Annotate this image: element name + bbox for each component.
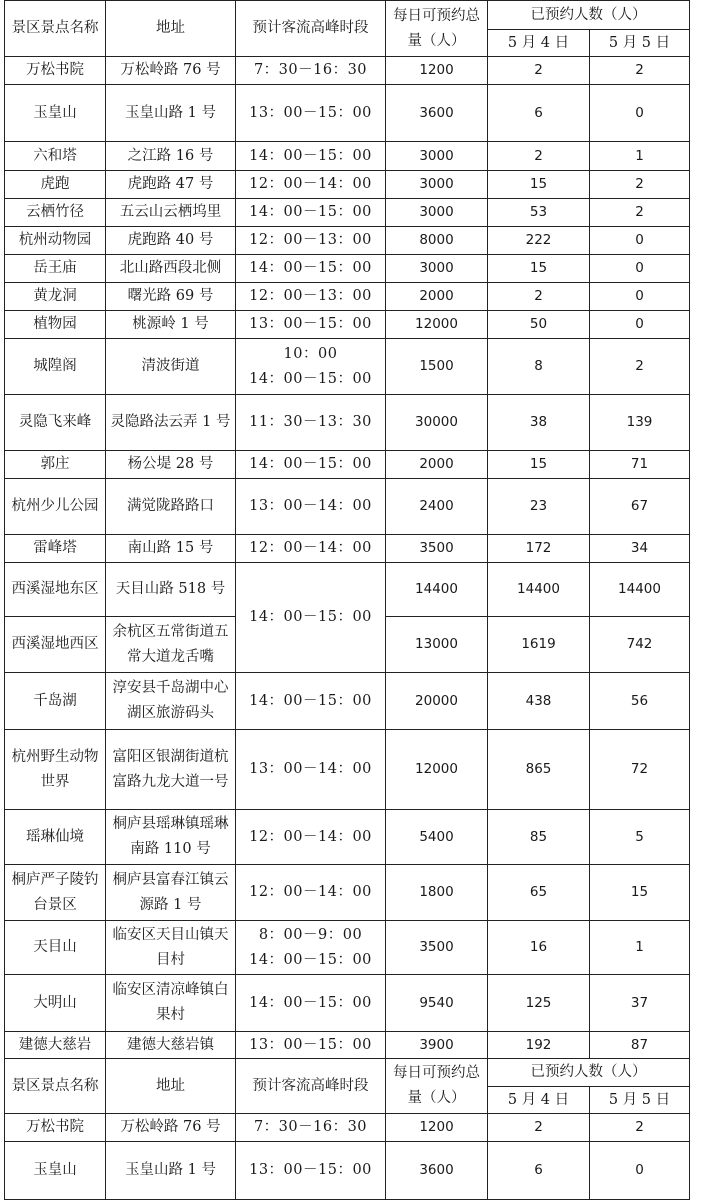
cell-name: 六和塔 bbox=[5, 142, 106, 171]
cell-peak: 14：00－15：00 bbox=[236, 975, 386, 1032]
cell-address: 满觉陇路路口 bbox=[106, 479, 236, 535]
cell-capacity: 2000 bbox=[386, 451, 488, 479]
cell-may4: 438 bbox=[488, 673, 590, 730]
cell-capacity: 3500 bbox=[386, 535, 488, 563]
cell-name: 云栖竹径 bbox=[5, 199, 106, 227]
cell-peak: 14：00－15：00 bbox=[236, 142, 386, 171]
cell-name: 西溪湿地东区 bbox=[5, 563, 106, 617]
cell-capacity: 3600 bbox=[386, 85, 488, 142]
cell-may4: 2 bbox=[488, 283, 590, 311]
cell-may5: 2 bbox=[590, 339, 690, 395]
header-may5: 5 月 5 日 bbox=[590, 1087, 690, 1114]
cell-address: 之江路 16 号 bbox=[106, 142, 236, 171]
header-may5: 5 月 5 日 bbox=[590, 30, 690, 57]
cell-may5: 1 bbox=[590, 142, 690, 171]
cell-may5: 37 bbox=[590, 975, 690, 1032]
cell-capacity: 3500 bbox=[386, 921, 488, 975]
cell-name: 郭庄 bbox=[5, 451, 106, 479]
cell-peak: 10：00 14：00－15：00 bbox=[236, 339, 386, 395]
cell-may4: 16 bbox=[488, 921, 590, 975]
table-row bbox=[5, 535, 690, 563]
cell-capacity: 3600 bbox=[386, 1142, 488, 1200]
cell-capacity: 14400 bbox=[386, 563, 488, 617]
cell-address: 南山路 15 号 bbox=[106, 535, 236, 563]
cell-may5: 0 bbox=[590, 1142, 690, 1200]
cell-may4: 2 bbox=[488, 57, 590, 85]
cell-may4: 50 bbox=[488, 311, 590, 339]
cell-may4: 38 bbox=[488, 395, 590, 451]
cell-capacity: 2400 bbox=[386, 479, 488, 535]
cell-name: 瑶琳仙境 bbox=[5, 810, 106, 865]
cell-address: 虎跑路 40 号 bbox=[106, 227, 236, 255]
cell-peak: 12：00－14：00 bbox=[236, 171, 386, 199]
cell-address: 万松岭路 76 号 bbox=[106, 1114, 236, 1142]
table-row bbox=[5, 199, 690, 227]
cell-may5: 67 bbox=[590, 479, 690, 535]
table-row bbox=[5, 810, 690, 865]
cell-address: 玉皇山路 1 号 bbox=[106, 1142, 236, 1200]
cell-capacity: 3900 bbox=[386, 1032, 488, 1059]
cell-name: 岳王庙 bbox=[5, 255, 106, 283]
header-name: 景区景点名称 bbox=[5, 1059, 106, 1114]
cell-name: 虎跑 bbox=[5, 171, 106, 199]
cell-name: 杭州野生动物世界 bbox=[5, 730, 106, 810]
cell-name: 玉皇山 bbox=[5, 1142, 106, 1200]
cell-capacity: 2000 bbox=[386, 283, 488, 311]
cell-address: 淳安县千岛湖中心湖区旅游码头 bbox=[106, 673, 236, 730]
cell-capacity: 1500 bbox=[386, 339, 488, 395]
cell-name: 天目山 bbox=[5, 921, 106, 975]
cell-may5: 34 bbox=[590, 535, 690, 563]
header-peak: 预计客流高峰时段 bbox=[236, 1, 386, 57]
cell-capacity: 12000 bbox=[386, 730, 488, 810]
cell-may4: 1619 bbox=[488, 617, 590, 673]
cell-peak: 12：00－14：00 bbox=[236, 865, 386, 921]
table-row bbox=[5, 479, 690, 535]
table-row bbox=[5, 921, 690, 975]
cell-may4: 222 bbox=[488, 227, 590, 255]
header-peak: 预计客流高峰时段 bbox=[236, 1059, 386, 1114]
header-address: 地址 bbox=[106, 1059, 236, 1114]
table-row bbox=[5, 339, 690, 395]
cell-may4: 23 bbox=[488, 479, 590, 535]
cell-peak: 12：00－13：00 bbox=[236, 227, 386, 255]
table-row bbox=[5, 730, 690, 810]
cell-name: 西溪湿地西区 bbox=[5, 617, 106, 673]
table-row bbox=[5, 1114, 690, 1142]
cell-address: 玉皇山路 1 号 bbox=[106, 85, 236, 142]
cell-address: 桐庐县富春江镇云源路 1 号 bbox=[106, 865, 236, 921]
cell-peak: 13：00－14：00 bbox=[236, 479, 386, 535]
cell-address: 临安区清凉峰镇白果村 bbox=[106, 975, 236, 1032]
cell-may4: 15 bbox=[488, 255, 590, 283]
header-booked: 已预约人数（人） bbox=[488, 1059, 690, 1087]
cell-may5: 0 bbox=[590, 227, 690, 255]
cell-peak: 11：30－13：30 bbox=[236, 395, 386, 451]
cell-peak: 7：30－16：30 bbox=[236, 1114, 386, 1142]
cell-may5: 2 bbox=[590, 171, 690, 199]
cell-peak: 14：00－15：00 bbox=[236, 255, 386, 283]
cell-may5: 56 bbox=[590, 673, 690, 730]
cell-may4: 15 bbox=[488, 171, 590, 199]
cell-may4: 172 bbox=[488, 535, 590, 563]
cell-capacity: 3000 bbox=[386, 199, 488, 227]
table-row bbox=[5, 255, 690, 283]
cell-may5: 2 bbox=[590, 199, 690, 227]
cell-name: 玉皇山 bbox=[5, 85, 106, 142]
table-row bbox=[5, 171, 690, 199]
cell-name: 万松书院 bbox=[5, 1114, 106, 1142]
cell-may5: 2 bbox=[590, 1114, 690, 1142]
cell-name: 城隍阁 bbox=[5, 339, 106, 395]
cell-name: 桐庐严子陵钓台景区 bbox=[5, 865, 106, 921]
cell-address: 万松岭路 76 号 bbox=[106, 57, 236, 85]
table-row bbox=[5, 85, 690, 142]
table-row bbox=[5, 1142, 690, 1200]
cell-may5: 139 bbox=[590, 395, 690, 451]
cell-peak: 12：00－13：00 bbox=[236, 283, 386, 311]
cell-name: 灵隐飞来峰 bbox=[5, 395, 106, 451]
cell-capacity: 13000 bbox=[386, 617, 488, 673]
cell-name: 杭州动物园 bbox=[5, 227, 106, 255]
reservation-table bbox=[4, 0, 690, 1200]
cell-peak: 12：00－14：00 bbox=[236, 535, 386, 563]
header-capacity: 每日可预约总量（人） bbox=[386, 1059, 488, 1114]
cell-capacity: 8000 bbox=[386, 227, 488, 255]
cell-capacity: 3000 bbox=[386, 142, 488, 171]
cell-may5: 14400 bbox=[590, 563, 690, 617]
cell-may4: 53 bbox=[488, 199, 590, 227]
cell-peak: 14：00－15：00 bbox=[236, 563, 386, 673]
cell-peak: 14：00－15：00 bbox=[236, 673, 386, 730]
cell-capacity: 30000 bbox=[386, 395, 488, 451]
cell-may5: 72 bbox=[590, 730, 690, 810]
cell-peak: 13：00－15：00 bbox=[236, 1032, 386, 1059]
cell-address: 虎跑路 47 号 bbox=[106, 171, 236, 199]
table-row bbox=[5, 395, 690, 451]
cell-may5: 15 bbox=[590, 865, 690, 921]
cell-may5: 5 bbox=[590, 810, 690, 865]
cell-may5: 87 bbox=[590, 1032, 690, 1059]
cell-capacity: 1800 bbox=[386, 865, 488, 921]
cell-address: 临安区天目山镇天目村 bbox=[106, 921, 236, 975]
table-row bbox=[5, 451, 690, 479]
cell-capacity: 12000 bbox=[386, 311, 488, 339]
cell-address: 富阳区银湖街道杭富路九龙大道一号 bbox=[106, 730, 236, 810]
cell-address: 建德大慈岩镇 bbox=[106, 1032, 236, 1059]
cell-peak: 8：00－9：00 14：00－15：00 bbox=[236, 921, 386, 975]
table-row bbox=[5, 563, 690, 617]
cell-name: 雷峰塔 bbox=[5, 535, 106, 563]
cell-name: 植物园 bbox=[5, 311, 106, 339]
cell-may4: 2 bbox=[488, 1114, 590, 1142]
cell-peak: 12：00－14：00 bbox=[236, 810, 386, 865]
cell-may5: 0 bbox=[590, 85, 690, 142]
cell-may5: 71 bbox=[590, 451, 690, 479]
table-row bbox=[5, 975, 690, 1032]
cell-name: 建德大慈岩 bbox=[5, 1032, 106, 1059]
cell-may4: 15 bbox=[488, 451, 590, 479]
cell-address: 杨公堤 28 号 bbox=[106, 451, 236, 479]
cell-address: 五云山云栖坞里 bbox=[106, 199, 236, 227]
table-row bbox=[5, 57, 690, 85]
header-booked: 已预约人数（人） bbox=[488, 1, 690, 30]
cell-may4: 85 bbox=[488, 810, 590, 865]
cell-name: 黄龙洞 bbox=[5, 283, 106, 311]
cell-address: 天目山路 518 号 bbox=[106, 563, 236, 617]
header-may4: 5 月 4 日 bbox=[488, 30, 590, 57]
cell-may5: 2 bbox=[590, 57, 690, 85]
cell-peak: 13：00－15：00 bbox=[236, 1142, 386, 1200]
top-header-row bbox=[5, 1, 690, 30]
header-may4: 5 月 4 日 bbox=[488, 1087, 590, 1114]
cell-may5: 0 bbox=[590, 311, 690, 339]
cell-may5: 0 bbox=[590, 255, 690, 283]
cell-capacity: 1200 bbox=[386, 1114, 488, 1142]
cell-capacity: 9540 bbox=[386, 975, 488, 1032]
cell-address: 桃源岭 1 号 bbox=[106, 311, 236, 339]
cell-may4: 125 bbox=[488, 975, 590, 1032]
cell-address: 清波街道 bbox=[106, 339, 236, 395]
cell-may4: 14400 bbox=[488, 563, 590, 617]
table-row bbox=[5, 227, 690, 255]
cell-name: 大明山 bbox=[5, 975, 106, 1032]
cell-capacity: 20000 bbox=[386, 673, 488, 730]
cell-peak: 13：00－14：00 bbox=[236, 730, 386, 810]
cell-capacity: 3000 bbox=[386, 171, 488, 199]
cell-peak: 13：00－15：00 bbox=[236, 85, 386, 142]
table-row bbox=[5, 283, 690, 311]
table-row bbox=[5, 311, 690, 339]
cell-may5: 742 bbox=[590, 617, 690, 673]
cell-capacity: 3000 bbox=[386, 255, 488, 283]
cell-address: 曙光路 69 号 bbox=[106, 283, 236, 311]
cell-address: 灵隐路法云弄 1 号 bbox=[106, 395, 236, 451]
repeat-header-row bbox=[5, 1059, 690, 1087]
table-row bbox=[5, 142, 690, 171]
cell-may4: 8 bbox=[488, 339, 590, 395]
cell-may4: 65 bbox=[488, 865, 590, 921]
table-row bbox=[5, 865, 690, 921]
cell-address: 北山路西段北侧 bbox=[106, 255, 236, 283]
cell-capacity: 1200 bbox=[386, 57, 488, 85]
cell-may4: 6 bbox=[488, 1142, 590, 1200]
header-address: 地址 bbox=[106, 1, 236, 57]
cell-address: 余杭区五常街道五常大道龙舌嘴 bbox=[106, 617, 236, 673]
cell-may5: 0 bbox=[590, 283, 690, 311]
cell-peak: 14：00－15：00 bbox=[236, 199, 386, 227]
cell-peak: 7：30－16：30 bbox=[236, 57, 386, 85]
cell-capacity: 5400 bbox=[386, 810, 488, 865]
cell-name: 杭州少儿公园 bbox=[5, 479, 106, 535]
cell-peak: 14：00－15：00 bbox=[236, 451, 386, 479]
cell-address: 桐庐县瑶琳镇瑶琳南路 110 号 bbox=[106, 810, 236, 865]
header-name: 景区景点名称 bbox=[5, 1, 106, 57]
cell-may4: 192 bbox=[488, 1032, 590, 1059]
table-row bbox=[5, 673, 690, 730]
cell-may4: 865 bbox=[488, 730, 590, 810]
cell-name: 千岛湖 bbox=[5, 673, 106, 730]
cell-name: 万松书院 bbox=[5, 57, 106, 85]
table-row bbox=[5, 1032, 690, 1059]
header-capacity: 每日可预约总量（人） bbox=[386, 1, 488, 57]
cell-may4: 6 bbox=[488, 85, 590, 142]
cell-may5: 1 bbox=[590, 921, 690, 975]
cell-peak: 13：00－15：00 bbox=[236, 311, 386, 339]
cell-may4: 2 bbox=[488, 142, 590, 171]
